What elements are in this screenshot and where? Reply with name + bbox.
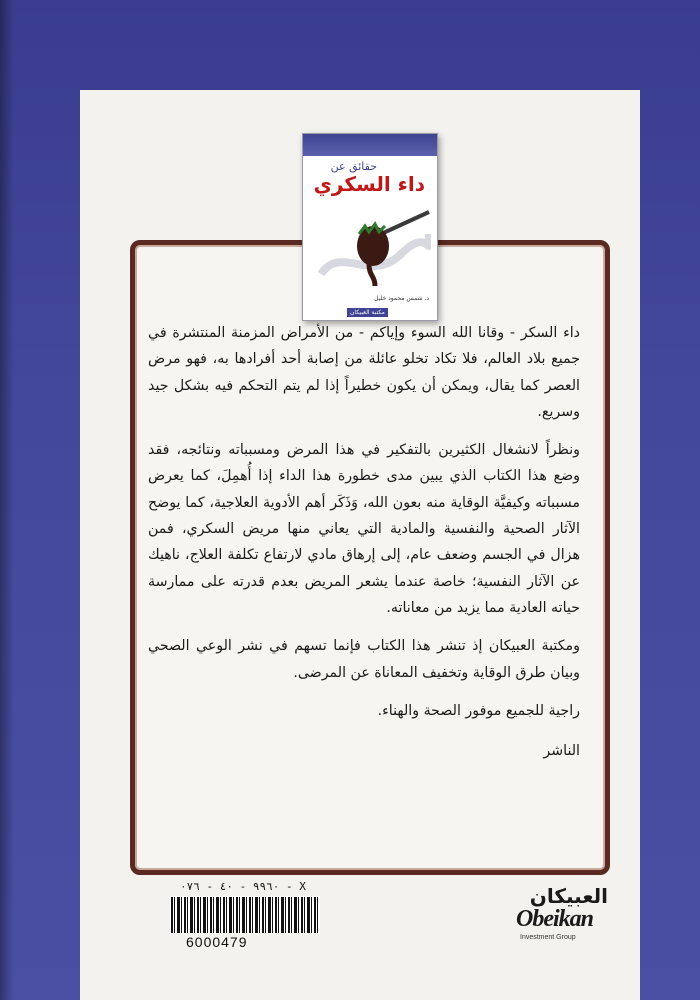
publisher-signature: الناشر <box>543 743 580 760</box>
paragraph-4: راجية للجميع موفور الصحة والهناء. <box>377 702 580 719</box>
barcode-number: 6000479 <box>186 934 248 950</box>
thumbnail-title: داء السكري <box>313 172 425 196</box>
thumbnail-subtitle: حقائق عن <box>330 160 377 173</box>
paragraph-3: ومكتبة العبيكان إذ تنشر هذا الكتاب فإنما تسهم في نشر الوعي الصحي وبيان طرق الوقاية وتخفيف المعاناة عن المرضى. <box>148 638 580 681</box>
spine-shadow <box>0 0 14 1000</box>
blurb-text <box>148 320 580 776</box>
thumbnail-author: د. شمس محمود خليل <box>374 295 429 302</box>
logo-arabic-text: العبيكان <box>529 884 608 908</box>
logo-latin-text: Obeikan <box>516 906 593 932</box>
cover-thumbnail <box>302 133 438 321</box>
chocolate-strawberry-illustration <box>311 204 431 294</box>
barcode-image <box>170 896 320 934</box>
paragraph-2: ونظراً لانشغال الكثيرين بالتفكير في هذا المرض ومسبباته ونتائجه، فقد وضع هذا الكتاب الذي يبين مدى خطورة هذا الداء إذا أُهمِلَ، كما يعرض مسبباته وكيفيَّة الوقاية منه بعون الله، وَذَكَر أهم الأدوية العلاجية، كما يوضح الآثار الصحية والنفسية والمادية التي يعاني منها مريض السكري، فمن هزال في الجسم وضعف عام، إلى إرهاق مادي لارتفاع تكلفة العلاج، ناهيك عن الآثار النفسية؛ خاصة عندما يشعر المريض بعدم قدرته على ممارسة حياته العادية مما يزيد من معاناته. <box>148 442 580 616</box>
thumbnail-publisher: مكتبة العبيكان <box>347 308 388 317</box>
logo-tagline: Investment Group <box>520 934 576 941</box>
thumbnail-header-band <box>303 134 437 156</box>
isbn-text: ٩٩٦٠ - ٤٠ - ٠٧٦ - X <box>180 880 306 893</box>
publisher-logo <box>516 884 608 948</box>
paragraph-1: داء السكر - وقانا الله السوء وإياكم - من الأمراض المزمنة المنتشرة في جميع بلاد العالم، فلا تكاد تخلو عائلة من إصابة أحد أفرادها به، فهو مرض العصر كما يقال، ويمكن أن يكون خطيراً إذا لم يتم التحكم فيه بشكل جيد وسريع. <box>148 325 580 420</box>
